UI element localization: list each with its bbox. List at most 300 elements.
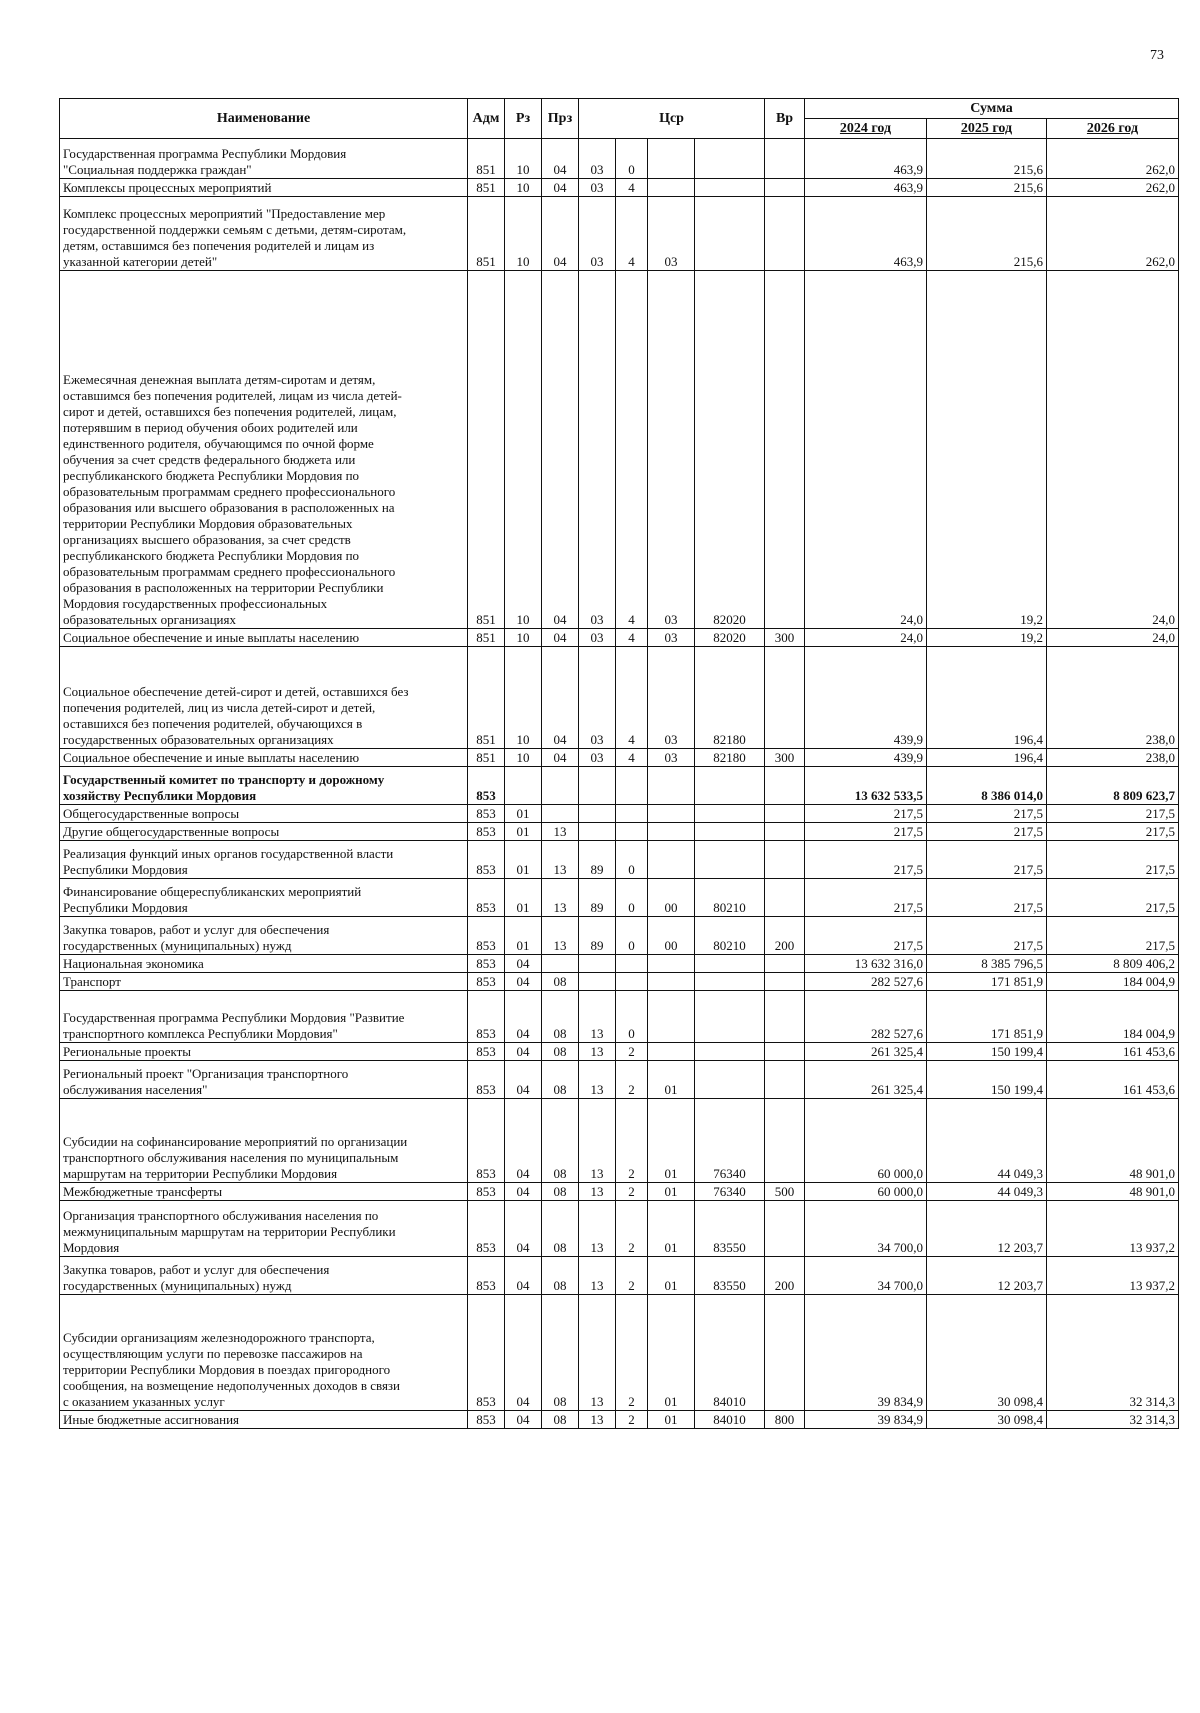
cell-c1: 03	[579, 271, 616, 629]
cell-c4	[695, 991, 765, 1043]
cell-rz: 04	[505, 991, 542, 1043]
cell-c1	[579, 955, 616, 973]
cell-y2026: 161 453,6	[1047, 1043, 1179, 1061]
cell-name: Транспорт	[60, 973, 468, 991]
cell-rz: 10	[505, 197, 542, 271]
cell-c4	[695, 841, 765, 879]
cell-adm: 853	[468, 1183, 505, 1201]
cell-name: Государственная программа Республики Мордовия "Социальная поддержка граждан"	[60, 139, 468, 179]
cell-y2026: 32 314,3	[1047, 1295, 1179, 1411]
table-row	[60, 271, 1179, 629]
cell-rz: 10	[505, 647, 542, 749]
cell-c1: 13	[579, 1411, 616, 1429]
cell-rz: 04	[505, 955, 542, 973]
cell-c2: 4	[616, 179, 648, 197]
table-row	[60, 973, 1179, 991]
cell-adm: 853	[468, 1043, 505, 1061]
cell-rz: 04	[505, 1099, 542, 1183]
cell-rz: 04	[505, 1061, 542, 1099]
cell-c1: 13	[579, 1061, 616, 1099]
cell-y2025: 30 098,4	[927, 1295, 1047, 1411]
cell-c3	[648, 841, 695, 879]
cell-rz: 04	[505, 1257, 542, 1295]
cell-adm: 853	[468, 991, 505, 1043]
table-row	[60, 1099, 1179, 1183]
cell-c4	[695, 139, 765, 179]
cell-c3	[648, 139, 695, 179]
cell-c4: 82020	[695, 629, 765, 647]
cell-c3	[648, 991, 695, 1043]
cell-c3: 00	[648, 879, 695, 917]
cell-y2026: 184 004,9	[1047, 991, 1179, 1043]
cell-adm: 851	[468, 629, 505, 647]
cell-vr: 200	[765, 917, 805, 955]
cell-rz: 01	[505, 823, 542, 841]
cell-c1: 03	[579, 647, 616, 749]
cell-c2: 4	[616, 647, 648, 749]
cell-y2024: 439,9	[805, 749, 927, 767]
table-row	[60, 991, 1179, 1043]
cell-name: Социальное обеспечение и иные выплаты населению	[60, 629, 468, 647]
cell-vr	[765, 1043, 805, 1061]
cell-y2024: 34 700,0	[805, 1257, 927, 1295]
table-row	[60, 647, 1179, 749]
cell-vr	[765, 1061, 805, 1099]
table-row	[60, 1061, 1179, 1099]
cell-c2: 0	[616, 991, 648, 1043]
cell-c1: 03	[579, 749, 616, 767]
cell-prz: 08	[542, 1099, 579, 1183]
cell-rz: 04	[505, 973, 542, 991]
cell-y2024: 282 527,6	[805, 991, 927, 1043]
cell-prz	[542, 805, 579, 823]
cell-name: Социальное обеспечение и иные выплаты населению	[60, 749, 468, 767]
cell-y2025: 217,5	[927, 841, 1047, 879]
cell-c2: 0	[616, 917, 648, 955]
cell-vr	[765, 179, 805, 197]
cell-name: Межбюджетные трансферты	[60, 1183, 468, 1201]
cell-name: Субсидии организациям железнодорожного транспорта, осуществляющим услуги по перевозке пассажиров на территории Республики Мордовия в поездах пригородного сообщения, на возмещение недополученных доходов в связи с оказанием указанных услуг	[60, 1295, 468, 1411]
table-row	[60, 749, 1179, 767]
cell-prz: 04	[542, 139, 579, 179]
cell-y2024: 463,9	[805, 197, 927, 271]
cell-c1: 13	[579, 1201, 616, 1257]
cell-prz	[542, 767, 579, 805]
cell-rz: 10	[505, 749, 542, 767]
header-rz: Рз	[505, 99, 542, 139]
cell-name: Субсидии на софинансирование мероприятий по организации транспортного обслуживания населения по муниципальным маршрутам на территории Республики Мордовия	[60, 1099, 468, 1183]
cell-rz: 10	[505, 179, 542, 197]
cell-y2025: 30 098,4	[927, 1411, 1047, 1429]
cell-prz: 08	[542, 1183, 579, 1201]
cell-name: Региональные проекты	[60, 1043, 468, 1061]
cell-y2026: 217,5	[1047, 917, 1179, 955]
cell-adm: 853	[468, 1099, 505, 1183]
cell-rz: 04	[505, 1295, 542, 1411]
cell-y2026: 161 453,6	[1047, 1061, 1179, 1099]
table-row	[60, 1043, 1179, 1061]
cell-name: Иные бюджетные ассигнования	[60, 1411, 468, 1429]
cell-c4	[695, 823, 765, 841]
table-row	[60, 179, 1179, 197]
header-prz: Прз	[542, 99, 579, 139]
cell-prz: 04	[542, 629, 579, 647]
cell-c1: 13	[579, 991, 616, 1043]
cell-c2	[616, 767, 648, 805]
cell-y2026: 217,5	[1047, 879, 1179, 917]
header-adm: Адм	[468, 99, 505, 139]
cell-adm: 853	[468, 879, 505, 917]
cell-adm: 851	[468, 139, 505, 179]
table-row	[60, 629, 1179, 647]
cell-rz: 04	[505, 1043, 542, 1061]
cell-name: Закупка товаров, работ и услуг для обеспечения государственных (муниципальных) нужд	[60, 1257, 468, 1295]
cell-c4: 76340	[695, 1183, 765, 1201]
table-row	[60, 805, 1179, 823]
cell-c3	[648, 973, 695, 991]
cell-adm: 853	[468, 973, 505, 991]
cell-c4: 76340	[695, 1099, 765, 1183]
cell-adm: 853	[468, 1295, 505, 1411]
cell-prz: 13	[542, 917, 579, 955]
cell-c1: 89	[579, 879, 616, 917]
cell-vr: 500	[765, 1183, 805, 1201]
cell-c1: 03	[579, 197, 616, 271]
cell-c3: 01	[648, 1061, 695, 1099]
table-row	[60, 139, 1179, 179]
cell-y2024: 13 632 533,5	[805, 767, 927, 805]
cell-vr: 800	[765, 1411, 805, 1429]
cell-prz: 08	[542, 1295, 579, 1411]
cell-c4	[695, 179, 765, 197]
cell-y2024: 39 834,9	[805, 1411, 927, 1429]
cell-prz: 04	[542, 271, 579, 629]
cell-name: Организация транспортного обслуживания населения по межмуниципальным маршрутам на территории Республики Мордовия	[60, 1201, 468, 1257]
header-csr: Цср	[579, 99, 765, 139]
cell-y2024: 261 325,4	[805, 1043, 927, 1061]
cell-c2: 4	[616, 197, 648, 271]
cell-c3	[648, 179, 695, 197]
header-sum: Сумма	[805, 99, 1179, 119]
cell-adm: 851	[468, 179, 505, 197]
cell-y2024: 463,9	[805, 139, 927, 179]
cell-c2: 2	[616, 1411, 648, 1429]
cell-y2026: 184 004,9	[1047, 973, 1179, 991]
cell-y2026: 13 937,2	[1047, 1257, 1179, 1295]
cell-c2: 2	[616, 1295, 648, 1411]
cell-prz: 08	[542, 1061, 579, 1099]
budget-table	[59, 98, 1179, 1429]
cell-vr: 300	[765, 629, 805, 647]
cell-vr	[765, 647, 805, 749]
cell-c3: 03	[648, 197, 695, 271]
cell-y2026: 8 809 406,2	[1047, 955, 1179, 973]
cell-y2025: 217,5	[927, 805, 1047, 823]
cell-c3: 03	[648, 629, 695, 647]
cell-c2: 4	[616, 629, 648, 647]
cell-c3: 01	[648, 1183, 695, 1201]
cell-y2025: 217,5	[927, 879, 1047, 917]
cell-vr	[765, 805, 805, 823]
cell-vr: 300	[765, 749, 805, 767]
cell-y2025: 171 851,9	[927, 991, 1047, 1043]
cell-adm: 853	[468, 917, 505, 955]
cell-prz: 04	[542, 749, 579, 767]
cell-c2	[616, 955, 648, 973]
cell-c3: 01	[648, 1411, 695, 1429]
cell-vr	[765, 879, 805, 917]
header-year-2025: 2025 год	[927, 119, 1047, 139]
cell-vr	[765, 955, 805, 973]
cell-c4: 82180	[695, 647, 765, 749]
cell-rz	[505, 767, 542, 805]
cell-prz: 04	[542, 179, 579, 197]
cell-rz: 01	[505, 841, 542, 879]
table-row	[60, 1257, 1179, 1295]
cell-name: Национальная экономика	[60, 955, 468, 973]
cell-adm: 851	[468, 749, 505, 767]
cell-name: Государственный комитет по транспорту и дорожному хозяйству Республики Мордовия	[60, 767, 468, 805]
cell-y2026: 24,0	[1047, 629, 1179, 647]
cell-c1: 13	[579, 1257, 616, 1295]
cell-vr	[765, 139, 805, 179]
cell-y2025: 44 049,3	[927, 1183, 1047, 1201]
cell-y2026: 48 901,0	[1047, 1183, 1179, 1201]
cell-c2	[616, 805, 648, 823]
cell-vr	[765, 271, 805, 629]
cell-rz: 04	[505, 1411, 542, 1429]
cell-y2026: 262,0	[1047, 197, 1179, 271]
cell-c4: 80210	[695, 879, 765, 917]
cell-c2	[616, 973, 648, 991]
header-year-2024: 2024 год	[805, 119, 927, 139]
cell-c3	[648, 1043, 695, 1061]
cell-y2026: 8 809 623,7	[1047, 767, 1179, 805]
cell-y2024: 60 000,0	[805, 1099, 927, 1183]
cell-prz: 04	[542, 197, 579, 271]
cell-name: Финансирование общереспубликанских мероприятий Республики Мордовия	[60, 879, 468, 917]
cell-rz: 04	[505, 1201, 542, 1257]
cell-adm: 853	[468, 805, 505, 823]
cell-vr	[765, 1295, 805, 1411]
cell-c3	[648, 955, 695, 973]
cell-name: Реализация функций иных органов государственной власти Республики Мордовия	[60, 841, 468, 879]
cell-y2024: 282 527,6	[805, 973, 927, 991]
cell-y2026: 262,0	[1047, 179, 1179, 197]
cell-c4: 82020	[695, 271, 765, 629]
cell-c4	[695, 805, 765, 823]
cell-c2: 4	[616, 749, 648, 767]
cell-y2026: 32 314,3	[1047, 1411, 1179, 1429]
cell-name: Комплекс процессных мероприятий "Предоставление мер государственной поддержки семьям с детьми, детям-сиротам, детям, оставшимся без попечения родителей и лицам из указанной категории детей"	[60, 197, 468, 271]
cell-c1: 89	[579, 917, 616, 955]
cell-c3: 03	[648, 271, 695, 629]
cell-y2026: 13 937,2	[1047, 1201, 1179, 1257]
header-year-2026: 2026 год	[1047, 119, 1179, 139]
cell-vr	[765, 823, 805, 841]
header-vr: Вр	[765, 99, 805, 139]
cell-c4	[695, 1043, 765, 1061]
cell-c4: 84010	[695, 1295, 765, 1411]
cell-c3: 01	[648, 1295, 695, 1411]
cell-c1: 89	[579, 841, 616, 879]
cell-name: Ежемесячная денежная выплата детям-сиротам и детям, оставшимся без попечения родителей, лицам из числа детей- сирот и детей, оставшихся без попечения родителей, лицам, потерявшим в период обучения обоих родителей или единственного родителя, обучающимся по очной форме обучения за счет средств федерального бюджета или республиканского бюджета Республики Мордовия по образовательным программам среднего профессионального образования или высшего образования в расположенных на территории Республики Мордовия образовательных организациях высшего образования, за счет средств республиканского бюджета Республики Мордовия по образовательным программам среднего профессионального образования в расположенных на территории Республики Мордовия государственных профессиональных образовательных организациях	[60, 271, 468, 629]
cell-y2024: 217,5	[805, 917, 927, 955]
cell-adm: 853	[468, 1201, 505, 1257]
cell-name: Общегосударственные вопросы	[60, 805, 468, 823]
cell-prz: 08	[542, 991, 579, 1043]
table-row	[60, 841, 1179, 879]
cell-c2: 2	[616, 1183, 648, 1201]
cell-y2024: 24,0	[805, 629, 927, 647]
cell-adm: 853	[468, 767, 505, 805]
cell-adm: 853	[468, 1257, 505, 1295]
cell-adm: 853	[468, 955, 505, 973]
cell-y2024: 217,5	[805, 879, 927, 917]
cell-c1: 03	[579, 179, 616, 197]
cell-c4	[695, 955, 765, 973]
cell-y2025: 19,2	[927, 629, 1047, 647]
cell-c1: 13	[579, 1183, 616, 1201]
cell-c1: 13	[579, 1295, 616, 1411]
cell-prz: 13	[542, 879, 579, 917]
cell-name: Социальное обеспечение детей-сирот и детей, оставшихся без попечения родителей, лиц из числа детей-сирот и детей, оставшихся без попечения родителей, обучающихся в государственных образовательных организациях	[60, 647, 468, 749]
cell-vr	[765, 841, 805, 879]
cell-c4	[695, 1061, 765, 1099]
cell-y2025: 217,5	[927, 823, 1047, 841]
cell-y2026: 217,5	[1047, 805, 1179, 823]
cell-c4	[695, 767, 765, 805]
cell-c2: 0	[616, 139, 648, 179]
cell-c4	[695, 973, 765, 991]
cell-prz: 08	[542, 973, 579, 991]
cell-y2024: 439,9	[805, 647, 927, 749]
cell-y2024: 60 000,0	[805, 1183, 927, 1201]
cell-y2025: 215,6	[927, 197, 1047, 271]
table-row	[60, 879, 1179, 917]
cell-c1: 03	[579, 139, 616, 179]
table-body	[60, 139, 1179, 1429]
cell-y2025: 217,5	[927, 917, 1047, 955]
cell-y2025: 215,6	[927, 179, 1047, 197]
cell-vr	[765, 1099, 805, 1183]
cell-vr	[765, 197, 805, 271]
cell-vr	[765, 767, 805, 805]
cell-vr	[765, 1201, 805, 1257]
cell-rz: 10	[505, 629, 542, 647]
cell-name: Другие общегосударственные вопросы	[60, 823, 468, 841]
cell-y2025: 196,4	[927, 749, 1047, 767]
cell-y2025: 215,6	[927, 139, 1047, 179]
cell-c3	[648, 767, 695, 805]
cell-c3	[648, 823, 695, 841]
cell-y2026: 262,0	[1047, 139, 1179, 179]
cell-y2026: 24,0	[1047, 271, 1179, 629]
cell-y2024: 217,5	[805, 841, 927, 879]
cell-prz	[542, 955, 579, 973]
cell-c3: 01	[648, 1201, 695, 1257]
cell-y2026: 217,5	[1047, 841, 1179, 879]
cell-y2026: 238,0	[1047, 647, 1179, 749]
table-row	[60, 767, 1179, 805]
cell-c4	[695, 197, 765, 271]
cell-y2026: 217,5	[1047, 823, 1179, 841]
cell-y2024: 463,9	[805, 179, 927, 197]
cell-c3: 01	[648, 1257, 695, 1295]
cell-adm: 853	[468, 841, 505, 879]
cell-c1	[579, 973, 616, 991]
cell-y2025: 44 049,3	[927, 1099, 1047, 1183]
cell-y2025: 171 851,9	[927, 973, 1047, 991]
cell-c2: 0	[616, 841, 648, 879]
cell-c1	[579, 823, 616, 841]
cell-y2026: 238,0	[1047, 749, 1179, 767]
cell-prz: 08	[542, 1201, 579, 1257]
cell-adm: 853	[468, 1411, 505, 1429]
cell-name: Региональный проект "Организация транспортного обслуживания населения"	[60, 1061, 468, 1099]
cell-c3: 03	[648, 647, 695, 749]
cell-prz: 08	[542, 1411, 579, 1429]
cell-c3: 03	[648, 749, 695, 767]
cell-adm: 851	[468, 197, 505, 271]
page-number: 73	[1150, 48, 1164, 63]
cell-rz: 10	[505, 139, 542, 179]
cell-rz: 10	[505, 271, 542, 629]
cell-c4: 80210	[695, 917, 765, 955]
cell-name: Государственная программа Республики Мордовия "Развитие транспортного комплекса Республики Мордовия"	[60, 991, 468, 1043]
cell-vr	[765, 973, 805, 991]
cell-c2: 2	[616, 1061, 648, 1099]
cell-prz: 08	[542, 1043, 579, 1061]
cell-y2024: 217,5	[805, 823, 927, 841]
cell-c3	[648, 805, 695, 823]
cell-y2025: 150 199,4	[927, 1061, 1047, 1099]
cell-c2: 2	[616, 1099, 648, 1183]
cell-rz: 01	[505, 879, 542, 917]
table-row	[60, 1411, 1179, 1429]
cell-c1	[579, 805, 616, 823]
cell-y2024: 24,0	[805, 271, 927, 629]
cell-y2024: 34 700,0	[805, 1201, 927, 1257]
table-row	[60, 1201, 1179, 1257]
cell-c1: 13	[579, 1099, 616, 1183]
cell-y2024: 13 632 316,0	[805, 955, 927, 973]
cell-y2024: 217,5	[805, 805, 927, 823]
cell-c3: 00	[648, 917, 695, 955]
table-row	[60, 197, 1179, 271]
cell-c2	[616, 823, 648, 841]
cell-adm: 851	[468, 647, 505, 749]
cell-prz: 13	[542, 823, 579, 841]
cell-prz: 08	[542, 1257, 579, 1295]
cell-y2025: 150 199,4	[927, 1043, 1047, 1061]
cell-y2025: 12 203,7	[927, 1201, 1047, 1257]
header-name: Наименование	[60, 99, 468, 139]
cell-adm: 853	[468, 1061, 505, 1099]
cell-y2025: 19,2	[927, 271, 1047, 629]
cell-adm: 851	[468, 271, 505, 629]
cell-y2025: 12 203,7	[927, 1257, 1047, 1295]
cell-adm: 853	[468, 823, 505, 841]
table-row	[60, 917, 1179, 955]
cell-rz: 01	[505, 917, 542, 955]
table-row	[60, 1183, 1179, 1201]
cell-y2025: 8 386 014,0	[927, 767, 1047, 805]
table-row	[60, 955, 1179, 973]
cell-c1: 03	[579, 629, 616, 647]
cell-y2024: 39 834,9	[805, 1295, 927, 1411]
cell-y2024: 261 325,4	[805, 1061, 927, 1099]
